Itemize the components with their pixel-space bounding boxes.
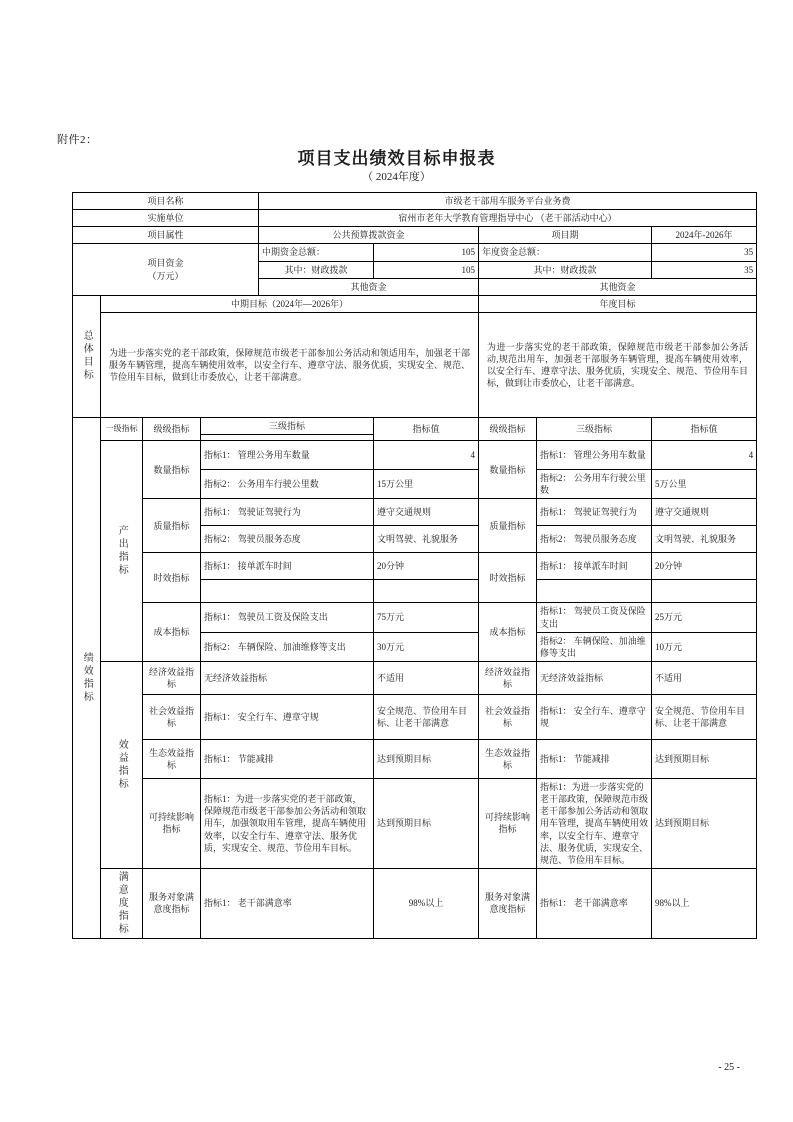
benefit-economic-label-mid: 经济效益指标 [143, 661, 201, 694]
benefit-economic-label-year: 经济效益指标 [479, 661, 537, 694]
v-mid: 文明驾驶、礼貌服务 [374, 526, 479, 553]
table-row [73, 244, 757, 261]
l3-mid [201, 580, 374, 603]
overall-goal-row-label: 总体目标 [73, 295, 101, 417]
l3-mid: 指标1： 驾驶证驾驶行为 [201, 499, 374, 526]
l3-year: 指标1： 接单派车时间 [537, 553, 652, 580]
attribute-value: 公共预算拨款资金 [259, 227, 479, 244]
benefit-social-label-year: 社会效益指标 [479, 694, 537, 739]
page-subtitle: （ 2024年度） [362, 171, 431, 183]
l3-year: 无经济效益指标 [537, 661, 652, 694]
v-year: 达到预期目标 [652, 739, 757, 778]
l3-year: 指标1： 老干部满意率 [537, 868, 652, 938]
table-row [73, 694, 757, 739]
col-level2-mid-header: 级级指标 [143, 417, 201, 440]
output-indicator-label: 产出指标 [101, 441, 143, 662]
satisfaction-object-label-mid: 服务对象满意度指标 [143, 868, 201, 938]
period-label: 项目期 [479, 227, 652, 244]
v-year: 10万元 [652, 632, 757, 661]
benefit-sustain-label-mid: 可持续影响指标 [143, 778, 201, 868]
l3-mid: 指标1： 管理公务用车数量 [201, 441, 374, 470]
group-label-quantity-year: 数量指标 [479, 441, 537, 499]
funds-label [73, 244, 259, 295]
l3-mid: 指标2： 车辆保险、加油维修等支出 [201, 632, 374, 661]
l3-year: 指标2： 驾驶员服务态度 [537, 526, 652, 553]
mid-total-value: 105 [374, 244, 479, 261]
v-year: 25万元 [652, 603, 757, 632]
year-total-label: 年度资金总额： [479, 244, 652, 261]
v-year [652, 580, 757, 603]
attribute-label: 项目属性 [73, 227, 259, 244]
perf-row-label: 绩效指标 [73, 417, 101, 938]
performance-target-table [72, 192, 757, 939]
v-year: 安全规范、节俭用车目标、让老干部满意 [652, 694, 757, 739]
page-title: 项目支出绩效目标申报表 [297, 149, 496, 168]
v-year: 文明驾驶、礼貌服务 [652, 526, 757, 553]
v-mid: 20分钟 [374, 553, 479, 580]
table-row [73, 499, 757, 526]
funds-label-line1: 项目资金 [147, 258, 184, 269]
col-level2-year-header: 级级指标 [479, 417, 537, 440]
satisfaction-indicator-label: 满意度指标 [101, 868, 143, 938]
l3-mid: 指标2： 公务用车行驶公里数 [201, 470, 374, 499]
benefit-eco-label-mid: 生态效益指标 [143, 739, 201, 778]
l3-year: 指标1： 驾驶证驾驶行为 [537, 499, 652, 526]
l3-year: 指标2： 公务用车行驶公里数 [537, 470, 652, 499]
v-year: 4 [652, 441, 757, 470]
period-value: 2024年-2026年 [652, 227, 757, 244]
benefit-sustain-label-year: 可持续影响指标 [479, 778, 537, 868]
mid-fiscal-value: 105 [374, 261, 479, 278]
unit-label: 实施单位 [73, 210, 259, 227]
year-goal-header: 年度目标 [479, 295, 757, 312]
l3-mid: 指标1： 安全行车、遵章守规 [201, 694, 374, 739]
project-name-value: 市级老干部用车服务平台业务费 [259, 193, 757, 210]
funds-label-line2: （万元） [147, 270, 184, 281]
l3-mid: 无经济效益指标 [201, 661, 374, 694]
l3-year [537, 580, 652, 603]
v-year: 不适用 [652, 661, 757, 694]
v-mid: 30万元 [374, 632, 479, 661]
mid-goal-text: 为进一步落实党的老干部政策，保障规范市级老干部参加公务活动和领适用车，加强老干部服务车辆管理，提高车辆使用效率，以安全行车、遵章守法、服务优质，实现安全、规范、节俭用车目标，做到让市委放心，让老干部满意。 [101, 312, 479, 417]
l3-year: 指标1：为进一步落实党的老干部政策，保障规范市级老干部参加公务活动和领取用车管理，提高车辆使用效率，以安全行车、遵章守法、服务优质，实现安全、规范、节俭用车目标。 [537, 778, 652, 868]
table-row [73, 417, 757, 434]
l3-year: 指标2： 车辆保险、加油维修等支出 [537, 632, 652, 661]
col-value-mid-header: 指标值 [374, 417, 479, 440]
table-row [73, 210, 757, 227]
v-mid: 遵守交通规则 [374, 499, 479, 526]
mid-other-funds-label: 其他资金 [259, 278, 479, 295]
v-mid [374, 580, 479, 603]
group-label-timeliness-year: 时效指标 [479, 553, 537, 603]
col-level1-header: 一级指标 [101, 417, 143, 440]
group-label-quality-mid: 质量指标 [143, 499, 201, 553]
v-mid: 达到预期目标 [374, 739, 479, 778]
v-year: 5万公里 [652, 470, 757, 499]
group-label-quality-year: 质量指标 [479, 499, 537, 553]
l3-mid: 指标1： 驾驶员工资及保险支出 [201, 603, 374, 632]
satisfaction-object-label-year: 服务对象满意度指标 [479, 868, 537, 938]
col-level3-year-header: 三级指标 [537, 417, 652, 440]
table-row [73, 778, 757, 868]
benefit-eco-label-year: 生态效益指标 [479, 739, 537, 778]
v-year: 98%以上 [652, 868, 757, 938]
table-row [73, 227, 757, 244]
year-total-value: 35 [652, 244, 757, 261]
benefit-indicator-label: 效益指标 [101, 661, 143, 868]
table-row [73, 661, 757, 694]
v-year: 20分钟 [652, 553, 757, 580]
group-label-cost-year: 成本指标 [479, 603, 537, 662]
l3-year: 指标1： 驾驶员工资及保险支出 [537, 603, 652, 632]
year-goal-text: 为进一步落实党的老干部政策，保障规范市级老干部参加公务活动,规范出用车，加强老干部服务车辆管理，提高车辆使用效率，以安全行车、遵章守法、服务优质，实现安全、规范、节俭用车目标，做到让市委放心，让老干部满意。 [479, 312, 757, 417]
v-mid: 15万公里 [374, 470, 479, 499]
table-row [73, 739, 757, 778]
table-row [73, 441, 757, 470]
table-row [73, 312, 757, 417]
table-row [73, 868, 757, 938]
group-label-timeliness-mid: 时效指标 [143, 553, 201, 603]
table-row [73, 603, 757, 632]
benefit-social-label-mid: 社会效益指标 [143, 694, 201, 739]
table-row [73, 553, 757, 580]
l3-mid: 指标1： 节能减排 [201, 739, 374, 778]
l3-mid: 指标1： 老干部满意率 [201, 868, 374, 938]
year-other-funds-label: 其他资金 [479, 278, 757, 295]
l3-year: 指标1： 安全行车、遵章守规 [537, 694, 652, 739]
group-label-cost-mid: 成本指标 [143, 603, 201, 662]
mid-goal-header: 中期目标（2024年—2026年） [101, 295, 479, 312]
group-label-quantity-mid: 数量指标 [143, 441, 201, 499]
v-mid: 安全规范、节俭用车目标、让老干部满意 [374, 694, 479, 739]
mid-total-label: 中期资金总额： [259, 244, 374, 261]
page-number: - 25 - [718, 1062, 740, 1073]
v-year: 达到预期目标 [652, 778, 757, 868]
mid-fiscal-label: 其中：财政拨款 [259, 261, 374, 278]
v-mid: 4 [374, 441, 479, 470]
table-row [73, 295, 757, 312]
table-row [73, 193, 757, 210]
l3-mid: 指标1： 接单派车时间 [201, 553, 374, 580]
v-mid: 不适用 [374, 661, 479, 694]
l3-mid: 指标2： 驾驶员服务态度 [201, 526, 374, 553]
col-value-year-header: 指标值 [652, 417, 757, 440]
v-year: 遵守交通规则 [652, 499, 757, 526]
year-fiscal-label: 其中：财政拨款 [479, 261, 652, 278]
attachment-label: 附件2： [57, 134, 98, 146]
col-level3-mid-header: 三级指标 [201, 417, 374, 434]
v-mid: 98%以上 [374, 868, 479, 938]
l3-year: 指标1： 节能减排 [537, 739, 652, 778]
v-mid: 75万元 [374, 603, 479, 632]
project-name-label: 项目名称 [73, 193, 259, 210]
l3-mid: 指标1：为进一步落实党的老干部政策，保障规范市级老干部参加公务活动和领取用车，加强领取用车管理，提高车辆使用效率，以安全行车、遵章守法、服务优质，实现安全、规范、节俭用车目标。 [201, 778, 374, 868]
unit-value: 宿州市老年大学教育管理指导中心 （老干部活动中心） [259, 210, 757, 227]
year-fiscal-value: 35 [652, 261, 757, 278]
l3-year: 指标1： 管理公务用车数量 [537, 441, 652, 470]
v-mid: 达到预期目标 [374, 778, 479, 868]
